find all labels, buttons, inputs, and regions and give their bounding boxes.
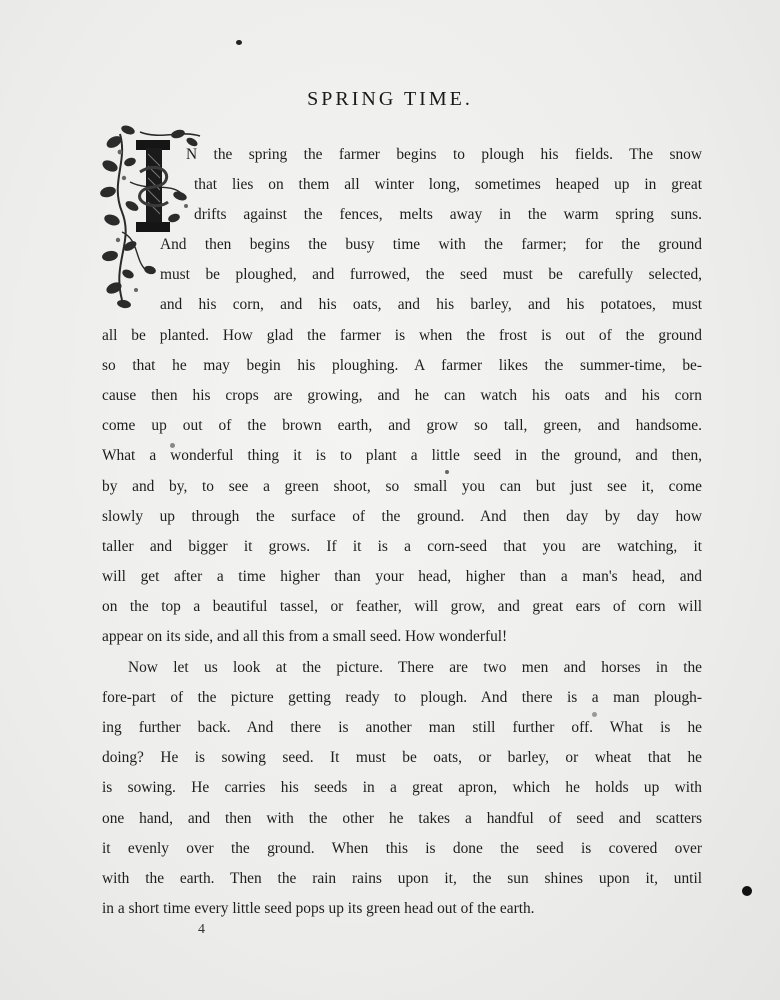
text-line: And then begins the busy time with the farmer; for the ground bbox=[160, 236, 702, 253]
ink-speck bbox=[742, 886, 752, 896]
text-line: taller and bigger it grows. If it is a corn-seed that you are watching, it bbox=[102, 538, 702, 555]
text-line: by and by, to see a green shoot, so small you can but just see it, come bbox=[102, 478, 702, 495]
text-line: must be ploughed, and furrowed, the seed must be carefully selected, bbox=[160, 266, 702, 283]
text-line: with the earth. Then the rain rains upon it, the sun shines upon it, until bbox=[102, 870, 702, 887]
text-line: and his corn, and his oats, and his barley, and his potatoes, must bbox=[160, 296, 702, 313]
text-line: one hand, and then with the other he takes a handful of seed and scatters bbox=[102, 810, 702, 827]
text-line: drifts against the fences, melts away in the warm spring suns. bbox=[194, 206, 702, 223]
ink-speck bbox=[445, 470, 449, 474]
ink-speck bbox=[592, 712, 597, 717]
text-line: it evenly over the ground. When this is done the seed is covered over bbox=[102, 840, 702, 857]
text-line: ing further back. And there is another man still further off. What is he bbox=[102, 719, 702, 736]
page-title: SPRING TIME. bbox=[307, 88, 473, 110]
text-line: so that he may begin his ploughing. A farmer likes the summer-time, be- bbox=[102, 357, 702, 374]
page-number: 4 bbox=[198, 922, 205, 937]
text-line: will get after a time higher than your head, higher than a man's head, and bbox=[102, 568, 702, 585]
text-line: is sowing. He carries his seeds in a great apron, which he holds up with bbox=[102, 779, 702, 796]
ink-speck bbox=[236, 40, 242, 45]
text-line: N the spring the farmer begins to plough his fields. The snow bbox=[186, 146, 702, 163]
text-line: appear on its side, and all this from a small seed. How wonderful! bbox=[102, 628, 508, 645]
text-line: in a short time every little seed pops up its green head out of the earth. bbox=[102, 900, 535, 917]
text-line: fore-part of the picture getting ready to plough. And there is a man plough- bbox=[102, 689, 702, 706]
text-line: Now let us look at the picture. There are two men and horses in the bbox=[128, 659, 702, 676]
text-line: doing? He is sowing seed. It must be oats, or barley, or wheat that he bbox=[102, 749, 702, 766]
text-line: slowly up through the surface of the ground. And then day by day how bbox=[102, 508, 702, 525]
text-line: on the top a beautiful tassel, or feather, will grow, and great ears of corn will bbox=[102, 598, 702, 615]
text-line: come up out of the brown earth, and grow so tall, green, and handsome. bbox=[102, 417, 702, 434]
text-line: cause then his crops are growing, and he can watch his oats and his corn bbox=[102, 387, 702, 404]
text-line: What a wonderful thing it is to plant a little seed in the ground, and then, bbox=[102, 447, 702, 464]
text-line: all be planted. How glad the farmer is when the frost is out of the ground bbox=[102, 327, 702, 344]
text-line: that lies on them all winter long, sometimes heaped up in great bbox=[194, 176, 702, 193]
